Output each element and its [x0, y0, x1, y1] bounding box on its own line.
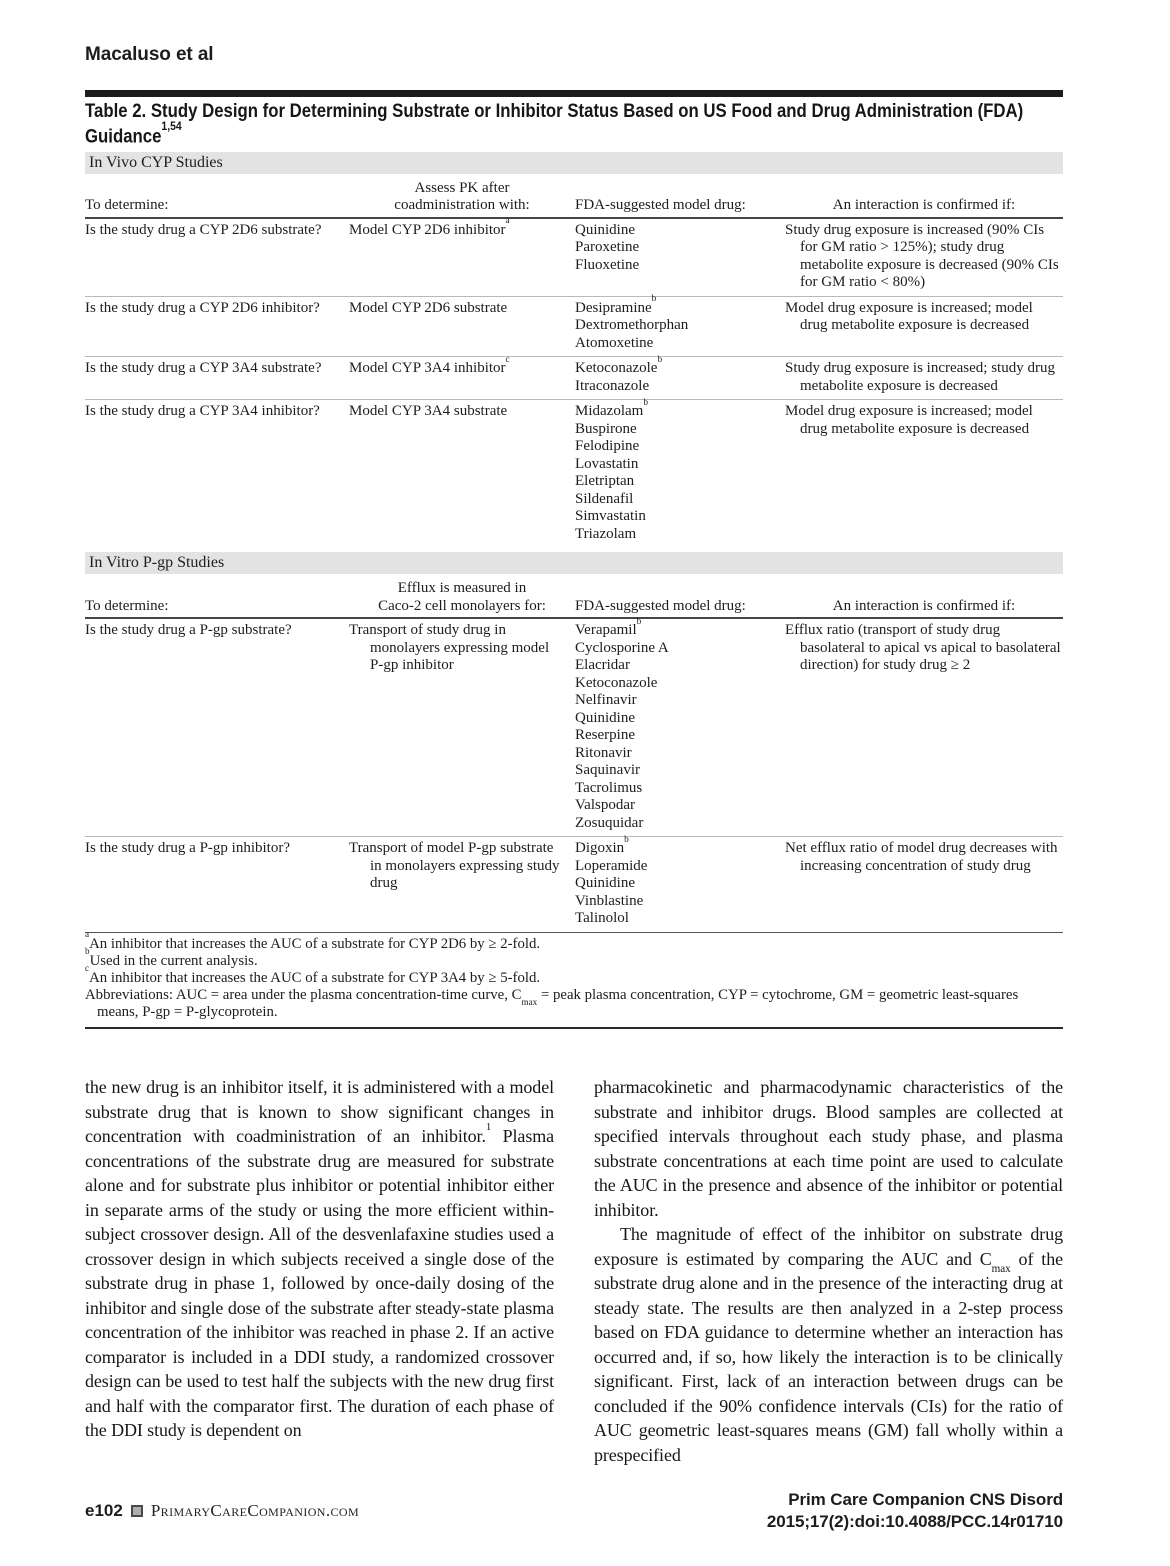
table-row: [85, 836, 1063, 932]
table-title-text2: Guidance: [85, 125, 162, 148]
column-header-row: [85, 174, 1063, 219]
cell-method: Transport of model P-gp substrate in monolayers expressing study drug: [349, 840, 560, 891]
model-drug: Lovastatin: [575, 455, 639, 472]
model-drug: Reserpine: [575, 727, 635, 743]
subscript: max: [521, 996, 538, 1007]
superscript: 1: [485, 1121, 492, 1134]
table-title-line1: [85, 100, 1024, 122]
table-title-text1: Table 2. Study Design for Determining Substrate or Inhibitor Status Based on US Food and Drug Administration (FDA): [85, 100, 1024, 122]
model-drug: Digoxin$^b$: [575, 834, 629, 856]
cell-method: Transport of study drug in monolayers expressing model P-gp inhibitor: [349, 622, 550, 673]
body-paragraph: pharmacokinetic and pharmacodynamic characteristics of the substrate and inhibitor drugs. Blood samples are collected at specified intervals throughout each study phase, and plasma substrate concentrations at each time point are used to calculate the AUC in the presence and absence of the inhibitor or potential inhibitor.: [594, 1077, 1063, 1220]
cell-confirmed: Model drug exposure is increased; model drug metabolite exposure is decreased: [785, 403, 1033, 437]
model-drug: Quinidine: [575, 875, 635, 891]
model-drug: Ketoconazole: [575, 674, 658, 691]
subscript: max: [991, 1262, 1011, 1275]
column-header-row: [85, 574, 1063, 619]
model-drug: Paroxetine: [575, 239, 640, 255]
column-header-assess-line: Caco-2 cell monolayers for:: [378, 597, 546, 614]
article-body: [85, 1075, 1063, 1467]
model-drug: Loperamide: [575, 857, 648, 874]
table-2-block: [85, 90, 1063, 1029]
model-drug: Simvastatin: [575, 508, 646, 524]
table-row: [85, 399, 1063, 547]
section-band: In Vitro P-gp Studies: [85, 552, 1063, 574]
table-title-reference-superscript: 1,54: [161, 118, 182, 133]
model-drug: Buspirone: [575, 420, 637, 437]
column-header-determine: To determine:: [85, 597, 169, 614]
cell-model-drugs: [575, 222, 785, 275]
footer-right: [767, 1489, 1063, 1533]
table-body: [85, 152, 1063, 932]
model-drug: Itraconazole: [575, 377, 650, 394]
column-header-assess-line: coadministration with:: [394, 197, 530, 213]
journal-logo-icon: [131, 1505, 143, 1517]
cell-confirmed: Study drug exposure is increased; study drug metabolite exposure is decreased: [785, 360, 1055, 394]
cell-method: Model CYP 2D6 inhibitor$^a$: [349, 216, 510, 238]
page-number: e102: [85, 1501, 123, 1520]
footnote-marker: c: [85, 963, 90, 974]
cell-question: Is the study drug a P-gp inhibitor?: [85, 840, 290, 856]
footnote-marker: a: [85, 929, 90, 940]
footer-left: [85, 1501, 359, 1521]
table-row: [85, 616, 1063, 836]
cell-method: Model CYP 2D6 substrate: [349, 299, 508, 316]
cell-model-drugs: [575, 616, 785, 832]
page-footer: [85, 1489, 1063, 1533]
table-row: [85, 356, 1063, 399]
model-drug: Quinidine: [575, 221, 635, 238]
table-footnote: $^b$Used in the current analysis.: [85, 946, 258, 969]
model-drug: Valspodar: [575, 797, 635, 813]
model-drug: Ketoconazole$^b$: [575, 354, 663, 376]
model-drug: Vinblastine: [575, 892, 644, 909]
table-title-line2: [85, 118, 926, 148]
model-drug: Ritonavir: [575, 744, 632, 761]
column-header-assess-line: Efflux is measured in: [397, 580, 527, 596]
body-paragraph: The magnitude of effect of the inhibitor on substrate drug exposure is estimated by comparing the AUC and $C_{max}$ of the substrate drug alone and in the presence of the interacting drug at steady state. The results are then analyzed in a 2-step process based on FDA guidance to determine whether an interaction has occurred and, if so, how likely the interaction is to be clinically significant. First, lack of an interaction between drugs can be concluded if the 90% confidence intervals (CIs) for the ratio of AUC geometric least-squares means (GM) fall wholly within a prespecified: [594, 1224, 1063, 1465]
body-column-right: [594, 1075, 1063, 1467]
column-header-confirmed: An interaction is confirmed if:: [832, 197, 1016, 213]
table-footnote: $^c$An inhibitor that increases the AUC of a substrate for CYP 3A4 by ≥ 5-fold.: [85, 963, 541, 986]
table-footnote: $^a$An inhibitor that increases the AUC of a substrate for CYP 2D6 by ≥ 2-fold.: [85, 929, 541, 952]
cell-question: Is the study drug a CYP 3A4 substrate?: [85, 360, 322, 376]
cell-confirmed: Efflux ratio (transport of study drug basolateral to apical vs apical to basolateral direction) for study drug ≥ 2: [785, 622, 1061, 673]
footnote-marker: b: [624, 834, 629, 845]
model-drug: Talinolol: [575, 910, 629, 926]
model-drug: Dextromethorphan: [575, 317, 689, 333]
model-drug: Midazolam$^b$: [575, 397, 648, 419]
footnote-marker: a: [505, 216, 510, 227]
model-drug: Sildenafil: [575, 490, 634, 507]
cell-confirmed: Net efflux ratio of model drug decreases with increasing concentration of study drug: [785, 840, 1058, 874]
model-drug: Quinidine: [575, 709, 635, 726]
column-header-determine: To determine:: [85, 197, 169, 213]
abbreviations-note: Abbreviations: AUC = area under the plasma concentration-time curve, $C_{max}$ = peak plasma concentration, CYP = cytochrome, GM = geometric least-squares means, P-gp = P-glycoprotein.: [85, 986, 1019, 1020]
cell-question: Is the study drug a CYP 3A4 inhibitor?: [85, 403, 320, 419]
section-band: In Vivo CYP Studies: [85, 152, 1063, 174]
table-title: [85, 101, 1063, 147]
column-header-model-drug: FDA-suggested model drug:: [575, 597, 746, 614]
footnote-marker: b: [657, 354, 663, 365]
journal-name: Prim Care Companion CNS Disord: [788, 1490, 1063, 1509]
table-row: [85, 296, 1063, 357]
column-header-assess: [349, 180, 575, 215]
cell-model-drugs: [575, 354, 785, 395]
model-drug: Eletriptan: [575, 473, 635, 489]
footer-website: PrimaryCareCompanion.com: [150, 1501, 360, 1520]
model-drug: Zosuquidar: [575, 814, 644, 831]
model-drug: Tacrolimus: [575, 779, 643, 796]
model-drug: Cyclosporine A: [575, 639, 669, 656]
cell-confirmed: Study drug exposure is increased (90% CIs for GM ratio > 125%); study drug metabolite exposure is decreased (90% CIs for GM ratio < 80%): [785, 221, 1059, 290]
table-top-rule: [85, 90, 1063, 97]
model-drug: Nelfinavir: [575, 692, 637, 708]
model-drug: Atomoxetine: [575, 334, 654, 351]
model-drug: Elacridar: [575, 657, 630, 673]
column-header-confirmed: An interaction is confirmed if:: [832, 597, 1016, 614]
footnote-marker: b: [643, 397, 648, 408]
body-paragraph: the new drug is an inhibitor itself, it is administered with a model substrate drug that is known to show significant changes in concentration with coadministration of an inhibitor.$^1$ Plasma concentrations of the substrate drug are measured for substrate alone and for substrate plus inhibitor or potential inhibitor either in separate arms of the study or using the more efficient within-subject crossover design. All of the desvenlafaxine studies used a crossover design in which subjects received a single dose of the substrate drug in phase 1, followed by once-daily dosing of the inhibitor and single dose of the substrate after steady-state plasma concentration of the inhibitor was reached in phase 2. If an active comparator is included in a DDI study, a randomized crossover design can be used to test half the subjects with the new drug first and half with the comparator first. The duration of each phase of the DDI study is dependent on: [85, 1077, 555, 1440]
cell-question: Is the study drug a CYP 2D6 inhibitor?: [85, 299, 320, 316]
footnote-marker: b: [85, 946, 90, 957]
citation-doi: 2015;17(2):doi:10.4088/PCC.14r01710: [766, 1512, 1063, 1531]
cell-model-drugs: [575, 294, 785, 353]
model-drug: Felodipine: [575, 438, 640, 454]
column-header-assess-line: Assess PK after: [414, 179, 510, 196]
table-footnotes: [85, 929, 1063, 1029]
column-header-model-drug: FDA-suggested model drug:: [575, 197, 746, 213]
cell-method: Model CYP 3A4 substrate: [349, 403, 508, 419]
model-drug: Verapamil$^b$: [575, 616, 642, 638]
model-drug: Fluoxetine: [575, 256, 640, 273]
cell-question: Is the study drug a CYP 2D6 substrate?: [85, 221, 322, 238]
footnote-marker: c: [505, 354, 510, 365]
cell-confirmed: Model drug exposure is increased; model drug metabolite exposure is decreased: [785, 299, 1033, 333]
table-row: [85, 216, 1063, 296]
running-head: Macaluso et al: [85, 44, 214, 65]
column-header-assess: [349, 580, 575, 615]
footnote-marker: b: [651, 294, 657, 305]
model-drug: Desipramine$^b$: [575, 294, 657, 316]
model-drug: Triazolam: [575, 525, 637, 542]
cell-model-drugs: [575, 834, 785, 928]
model-drug: Saquinavir: [575, 762, 640, 778]
cell-model-drugs: [575, 397, 785, 543]
footnote-marker: b: [636, 616, 642, 627]
body-column-left: [85, 1075, 554, 1467]
cell-method: Model CYP 3A4 inhibitor$^c$: [349, 354, 510, 376]
cell-question: Is the study drug a P-gp substrate?: [85, 622, 292, 638]
